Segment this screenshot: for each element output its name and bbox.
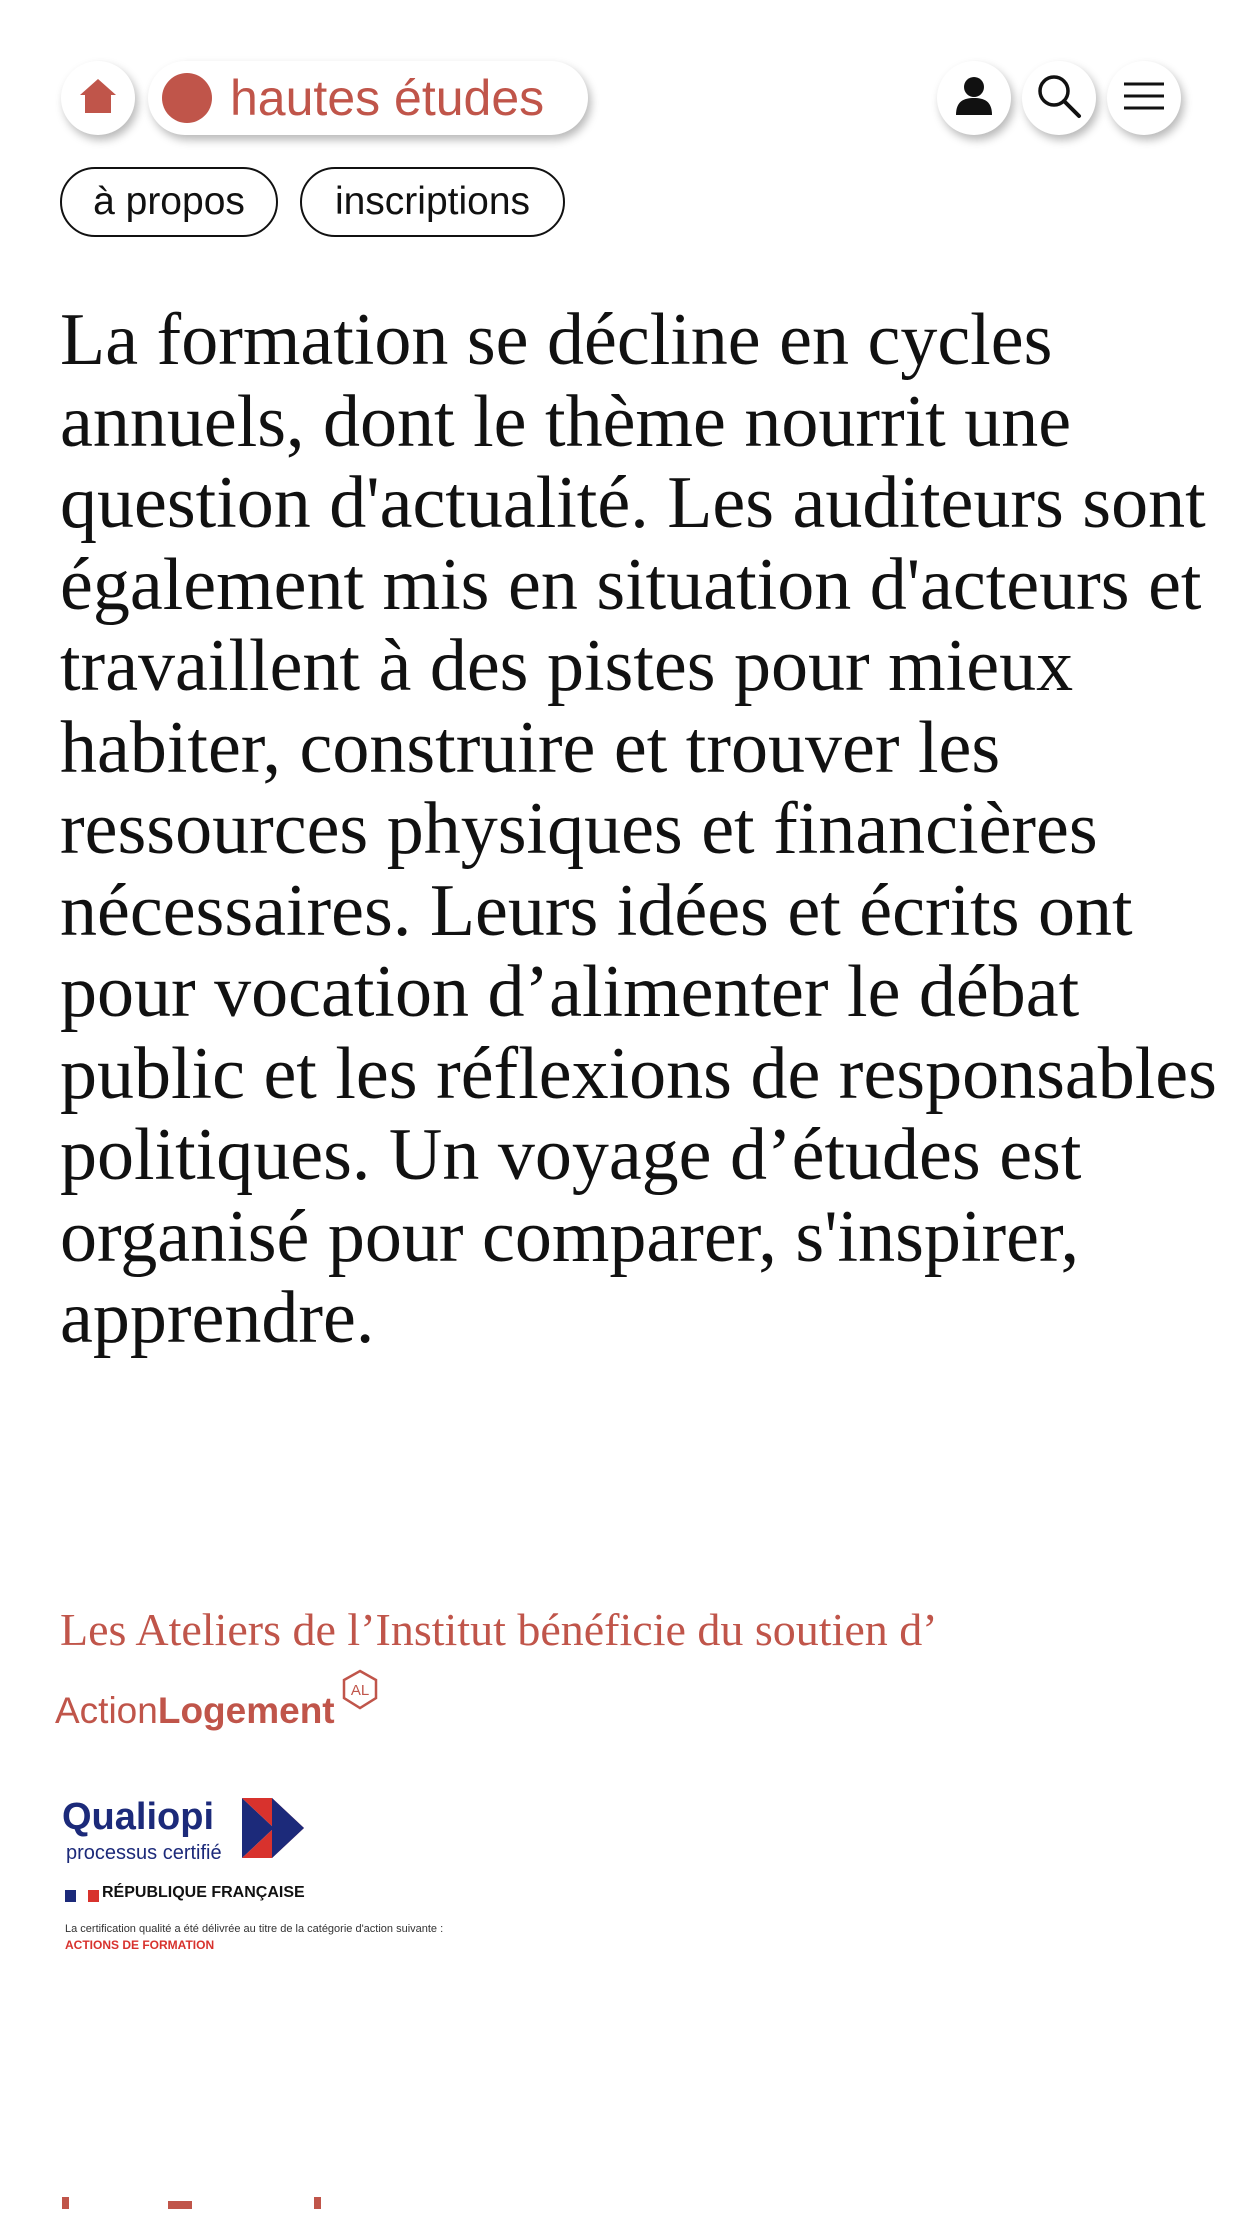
menu-button[interactable] — [1107, 61, 1181, 135]
qualiopi-republic: RÉPUBLIQUE FRANÇAISE — [102, 1884, 305, 1901]
qualiopi-logo — [62, 1796, 522, 1966]
qualiopi-arrows-icon — [242, 1798, 366, 1869]
search-button[interactable] — [1022, 61, 1096, 135]
qualiopi-subtitle: processus certifié — [66, 1842, 222, 1864]
action-logement-badge-icon — [339, 1668, 381, 1717]
brand-dot — [162, 73, 212, 123]
menu-icon — [1122, 80, 1166, 117]
french-flag-icon — [65, 1889, 99, 1907]
home-button[interactable] — [61, 61, 135, 135]
qualiopi-certification-note: La certification qualité a été délivrée au titre de la catégorie d'action suivante : — [65, 1923, 444, 1935]
search-icon — [1036, 73, 1082, 124]
user-icon — [954, 75, 994, 122]
action-logement-logo[interactable] — [55, 1668, 381, 1740]
account-button[interactable] — [937, 61, 1011, 135]
qualiopi-wordmark: Qualiopi — [62, 1796, 214, 1838]
action-logement-wordmark: ActionLogement — [55, 1690, 335, 1731]
home-icon — [78, 77, 118, 120]
qualiopi-category: ACTIONS DE FORMATION — [65, 1938, 215, 1952]
main-description: La formation se décline en cycles annuels, dont le thème nourrit une question d'actualité. Les auditeurs sont également mis en situation d'acteurs et travaillent à des pistes pour mieux habiter, construire et trouver les ressources physiques et financières nécessaires. Leurs idées et écrits ont pour vocation d’alimenter le débat public et les réflexions de responsables politiques. Un voyage d’études est organisé pour comparer, s'inspirer, apprendre. — [60, 299, 1217, 1359]
support-text: Les Ateliers de l’Institut bénéficie du soutien d’ — [60, 1604, 938, 1655]
brand-link[interactable] — [148, 61, 588, 135]
tag-inscriptions[interactable]: inscriptions — [300, 167, 565, 237]
brand-label: hautes études — [230, 70, 545, 126]
tag-about[interactable]: à propos — [60, 167, 278, 237]
svg-text:AL: AL — [350, 1682, 369, 1699]
next-section-heading-fragment — [60, 2196, 360, 2214]
